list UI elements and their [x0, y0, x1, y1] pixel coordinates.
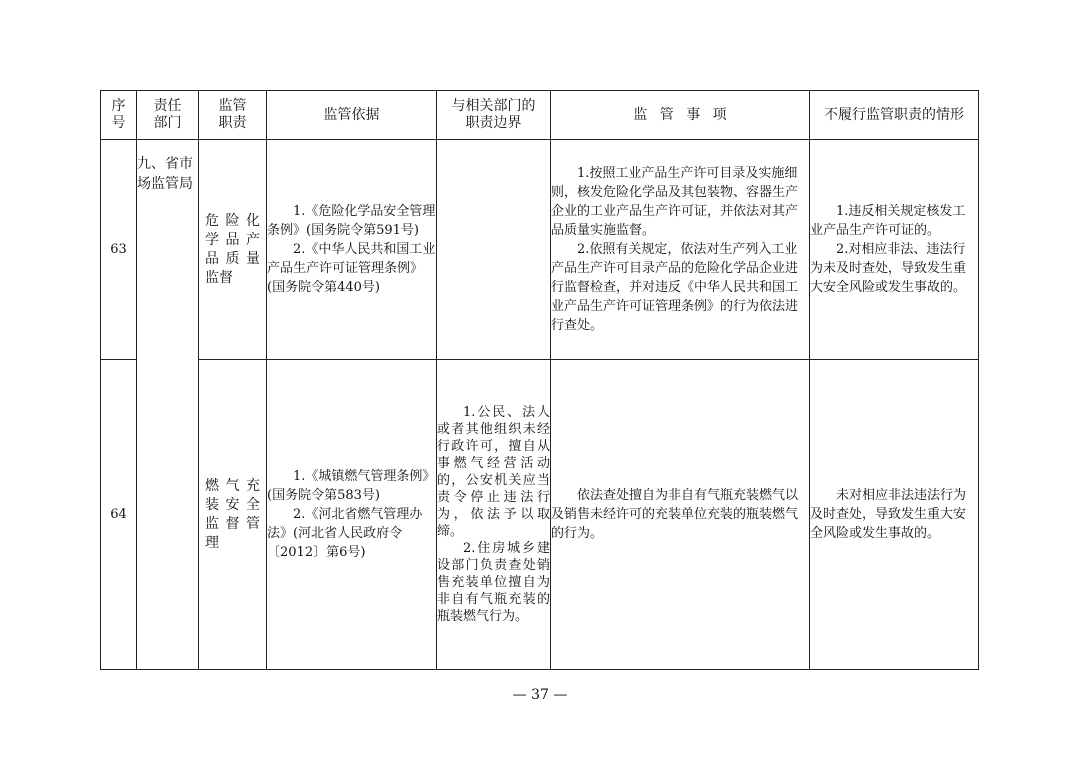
failure-item: 1.违反相关规定核发工业产品生产许可证的。 [810, 204, 966, 238]
header-boundary: 与相关部门的职责边界 [437, 91, 551, 140]
row-63-duty: 危 险 化 学 品 产 品 质 量 监督 [199, 140, 267, 360]
row-63-matters [551, 140, 810, 360]
table-row [101, 140, 979, 360]
row-64-failure [810, 360, 979, 670]
header-failure: 不履行监管职责的情形 [810, 91, 979, 140]
department-cell: 九、省市场监管局 [137, 140, 199, 670]
header-duty: 监管职责 [199, 91, 267, 140]
table-row [101, 360, 979, 670]
header-matters: 监 管 事 项 [551, 91, 810, 140]
failure-item: 2.对相应非法、违法行为未及时查处，导致发生重大安全风险或发生事故的。 [810, 242, 967, 295]
basis-item: 1.《城镇燃气管理条例》(国务院令第583号) [267, 469, 436, 503]
header-basis: 监管依据 [267, 91, 437, 140]
matters-item: 1.按照工业产品生产许可目录及实施细则，核发危险化学品及其包装物、容器生产企业的工业产品生产许可证，并依法对其产品质量实施监督。 [551, 166, 799, 238]
row-63-failure [810, 140, 979, 360]
row-64-seq: 64 [101, 360, 137, 670]
row-63-boundary [437, 140, 551, 360]
table-header-row [101, 91, 979, 140]
matters-item: 依法查处擅自为非自有气瓶充装燃气以及销售未经许可的充装单位充装的瓶装燃气的行为。 [551, 488, 799, 541]
matters-item: 2.依照有关规定，依法对生产列入工业产品生产许可目录产品的危险化学品企业进行监督检查，并对违反《中华人民共和国工业产品生产许可证管理条例》的行为依法进行查处。 [551, 242, 799, 333]
failure-item: 未对相应非法违法行为及时查处，导致发生重大安全风险或发生事故的。 [810, 488, 967, 541]
row-64-duty: 燃 气 充 装 安 全 监 督 管 理 [199, 360, 267, 670]
page-number: — 37 — [512, 687, 568, 703]
basis-item: 2.《河北省燃气管理办法》(河北省人民政府令〔2012〕第6号) [267, 507, 423, 560]
row-64-matters [551, 360, 810, 670]
basis-item: 2.《中华人民共和国工业产品生产许可证管理条例》(国务院令第440号) [267, 242, 436, 295]
row-64-boundary [437, 360, 551, 670]
regulatory-duties-table [100, 90, 979, 670]
boundary-item: 2.住房城乡建设部门负责查处销售充装单位擅自为非自有气瓶充装的瓶装燃气行为。 [437, 541, 550, 624]
header-dept: 责任部门 [137, 91, 199, 140]
row-63-basis [267, 140, 437, 360]
header-seq: 序号 [101, 91, 137, 140]
row-63-seq: 63 [101, 140, 137, 360]
row-64-basis [267, 360, 437, 670]
boundary-item: 1.公民、法人或者其他组织未经行政许可，擅自从事燃气经营活动的，公安机关应当责令停止违法行为，依法予以取缔。 [437, 405, 550, 539]
basis-item: 1.《危险化学品安全管理条例》(国务院令第591号) [267, 204, 436, 238]
